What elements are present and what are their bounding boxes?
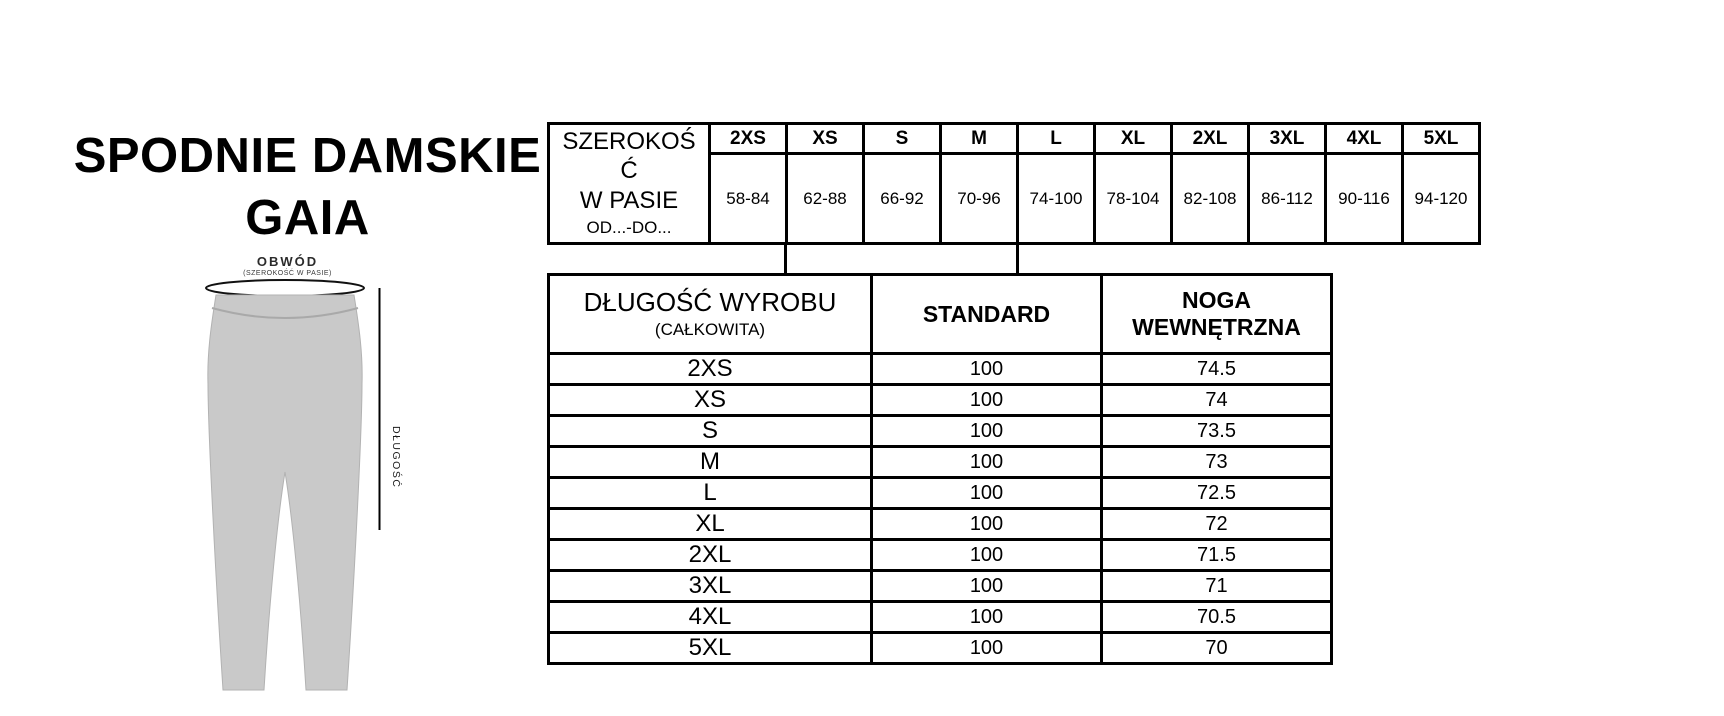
size-header-cell: XL: [1095, 124, 1172, 154]
waist-range-note: OD...-DO...: [586, 217, 672, 237]
size-header-cell: 5XL: [1403, 124, 1480, 154]
standard-value-cell: 100: [872, 540, 1102, 571]
length-title: DŁUGOŚĆ WYROBU: [583, 287, 837, 318]
inner-leg-value-cell: 71.5: [1102, 540, 1332, 571]
waist-range-cell: 82-108: [1172, 154, 1249, 244]
waist-range-cell: 78-104: [1095, 154, 1172, 244]
inner-leg-value-cell: 74.5: [1102, 354, 1332, 385]
standard-value-cell: 100: [872, 602, 1102, 633]
table-row: [549, 540, 1332, 571]
size-header-cell: S: [864, 124, 941, 154]
inner-leg-value-cell: 73.5: [1102, 416, 1332, 447]
waist-width-table: [547, 122, 1481, 245]
length-table-header-row: [549, 275, 1332, 354]
waist-sublabel-text: (SZEROKOŚĆ W PASIE): [243, 270, 332, 277]
standard-value-cell: 100: [872, 416, 1102, 447]
size-header-cell: M: [941, 124, 1018, 154]
size-header-cell: 2XL: [1172, 124, 1249, 154]
row-size-cell: 3XL: [549, 571, 872, 602]
size-header-cell: XS: [787, 124, 864, 154]
inner-leg-value-cell: 74: [1102, 385, 1332, 416]
waist-range-cell: 90-116: [1326, 154, 1403, 244]
waist-range-cell: 94-120: [1403, 154, 1480, 244]
table-row: [549, 354, 1332, 385]
pants-illustration: [190, 276, 405, 696]
table-row: [549, 602, 1332, 633]
inner-leg-value-cell: 70: [1102, 633, 1332, 664]
row-size-cell: M: [549, 447, 872, 478]
table-connector-right: [1016, 245, 1019, 276]
row-size-cell: XL: [549, 509, 872, 540]
standard-value-cell: 100: [872, 509, 1102, 540]
waist-title-line: W PASIE: [579, 186, 679, 214]
size-header-cell: 4XL: [1326, 124, 1403, 154]
inner-leg-value-cell: 72: [1102, 509, 1332, 540]
size-header-row: [549, 124, 1480, 154]
page-title: [25, 126, 590, 249]
row-size-cell: L: [549, 478, 872, 509]
inner-leg-value-cell: 71: [1102, 571, 1332, 602]
standard-value-cell: 100: [872, 385, 1102, 416]
waist-label-text: OBWÓD: [256, 254, 319, 269]
row-size-cell: S: [549, 416, 872, 447]
standard-value-cell: 100: [872, 571, 1102, 602]
table-row: [549, 633, 1332, 664]
waist-title-line: SZEROKOŚ: [562, 128, 696, 155]
title-line-1: SPODNIE DAMSKIE: [73, 129, 542, 183]
waist-title-line: Ć: [620, 157, 638, 185]
inner-leg-header-cell: NOGA WEWNĘTRZNA: [1102, 275, 1332, 354]
row-size-cell: 5XL: [549, 633, 872, 664]
row-size-cell: 2XL: [549, 540, 872, 571]
waist-range-cell: 62-88: [787, 154, 864, 244]
waist-range-cell: 70-96: [941, 154, 1018, 244]
table-row: [549, 478, 1332, 509]
table-row: [549, 447, 1332, 478]
table-row: [549, 416, 1332, 447]
length-table: [547, 273, 1333, 665]
table-row: [549, 509, 1332, 540]
size-header-cell: 3XL: [1249, 124, 1326, 154]
waist-circumference-label: [190, 254, 385, 277]
waist-range-cell: 74-100: [1018, 154, 1095, 244]
waist-range-cell: 66-92: [864, 154, 941, 244]
row-size-cell: 4XL: [549, 602, 872, 633]
length-title-cell: [549, 275, 872, 354]
standard-header-cell: STANDARD: [872, 275, 1102, 354]
row-size-cell: 2XS: [549, 354, 872, 385]
standard-value-cell: 100: [872, 478, 1102, 509]
inner-leg-value-cell: 72.5: [1102, 478, 1332, 509]
title-line-2: GAIA: [245, 190, 370, 245]
row-size-cell: XS: [549, 385, 872, 416]
waist-range-cell: 58-84: [710, 154, 787, 244]
waist-ellipse: [206, 280, 364, 296]
length-subtitle: (CAŁKOWITA): [654, 319, 766, 339]
waist-table-title-cell: [549, 124, 710, 244]
inner-leg-value-cell: 70.5: [1102, 602, 1332, 633]
length-label: DŁUGOŚĆ: [390, 426, 402, 489]
size-header-cell: 2XS: [710, 124, 787, 154]
table-row: [549, 385, 1332, 416]
inner-leg-value-cell: 73: [1102, 447, 1332, 478]
standard-value-cell: 100: [872, 354, 1102, 385]
standard-value-cell: 100: [872, 633, 1102, 664]
table-row: [549, 571, 1332, 602]
standard-value-cell: 100: [872, 447, 1102, 478]
table-connector-left: [784, 245, 787, 276]
waist-range-cell: 86-112: [1249, 154, 1326, 244]
size-header-cell: L: [1018, 124, 1095, 154]
pants-silhouette: [208, 295, 362, 690]
